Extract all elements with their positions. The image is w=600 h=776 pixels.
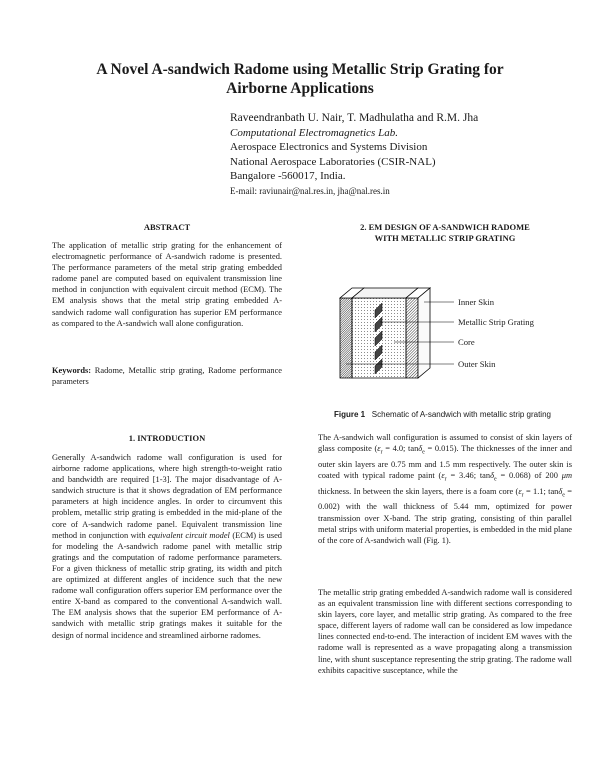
keywords-label: Keywords: <box>52 366 92 375</box>
title-line-1: A Novel A-sandwich Radome using Metallic Strip Grating for <box>96 61 504 78</box>
figure-1-caption-text: Schematic of A-sandwich with metallic strip grating <box>371 410 551 419</box>
section2-heading: 2. EM DESIGN OF A-SANDWICH RADOME WITH METALLIC STRIP GRATING <box>360 222 530 243</box>
intro-paragraph: Generally A-sandwich radome wall configuration is used for airborne radome applications, where high strength-to-weight ratio and bandwidth are required [1-3]. The major disadvantage of A-sandwich structure is that it shows degradation of EM performance parameters at high incidence angles. In order to circumvent this problem, metallic strip grating is embedded in the mid-plane of the core of A-sandwich radome panel. Equivalent transmission line method in conjunction with equivalent circuit model (ECM) is used for modeling the A-sandwich radome panel with metallic strip gratings and the computation of radome performance parameters. For a given thickness of metallic strip grating, its width and pitch are optimized at different angles of incidence such that the new radome wall configuration offers superior EM performance over the entire X-band as compared to the conventional A-sandwich wall. The EM analysis shows that the superior EM performance of A-sandwich with metallic strip gratings makes it suitable for the design of normal incidence and streamlined airborne radomes. <box>52 453 282 640</box>
intro-emphasis: equivalent circuit model <box>148 530 230 540</box>
label-core: Core <box>458 337 475 347</box>
inner-skin-layer <box>406 288 430 378</box>
author-block <box>230 111 478 199</box>
abstract-text: The application of metallic strip grating for the enhancement of electromagnetic performance of A-sandwich radome is presented. The performance parameters of the metal strip grating embedded radome panel are computed based on equivalent transmission line method in conjunction with equivalent circuit method (ECM). The EM analysis shows that the metal strip grating embedded A-sandwich radome wall configuration has superior EM performance as compared to the A-sandwich wall alone configuration. <box>52 241 282 328</box>
keywords <box>52 365 282 387</box>
section2-paragraph-1: The A-sandwich wall configuration is assumed to consist of skin layers of glass composite ($\varepsilon_r = 4.0$; tanδ$_e$ = 0.015). The thicknesses of the inner and outer skin layers are 0.75 mm and 1.5 mm respectively. The outer skin is coated with typical radome paint ($\varepsilon_r = 3.46$; tanδ$_e$ = 0.068) of 200 μm thickness. In between the skin layers, there is a foam core ($\varepsilon_r = 1.1$; tanδ$_e$ = 0.002) with the wall thickness of 5.44 mm, optimized for power transmission over X-band. The strip grating, consisting of thin parallel metal strips with uniform material properties, is embedded in the mid plane of the core of A-sandwich wall (Fig. 1). <box>318 433 572 545</box>
title-line-2: Airborne Applications <box>226 80 374 97</box>
keywords-text: Radome, Metallic strip grating, Radome performance parameters <box>52 366 283 387</box>
author-institute: National Aerospace Laboratories (CSIR-NAL) <box>230 155 436 168</box>
abstract-heading: ABSTRACT <box>143 222 191 232</box>
author-address: Bangalore -560017, India. <box>230 170 346 183</box>
author-email: E-mail: raviunair@nal.res.in, jha@nal.res.in <box>230 185 390 196</box>
intro-heading: 1. INTRODUCTION <box>128 433 206 443</box>
figure-1-caption <box>334 410 574 421</box>
author-names: Raveendranbath U. Nair, T. Madhulatha and R.M. Jha <box>230 112 479 124</box>
label-metallic-strip-grating: Metallic Strip Grating <box>458 317 534 327</box>
paper-title <box>60 60 540 98</box>
label-outer-skin: Outer Skin <box>458 359 496 369</box>
author-division: Aerospace Electronics and Systems Division <box>230 141 428 154</box>
section2-paragraph-2: The metallic strip grating embedded A-sandwich radome wall is considered as an equivalent transmission line with different sections corresponding to skin layers, core layer, and metallic strip grating. As compared to the free space, different layers of radome wall can be considered as low impedance lines connected end-to-end. The interaction of incident EM waves with the radome wall is represented as a wave propagating along a transmission line, with shunt susceptance representing the strip grating. The radome wall exhibits capacitive susceptance, while the <box>318 588 572 675</box>
label-inner-skin: Inner Skin <box>458 297 495 307</box>
figure-1-caption-label: Figure 1 <box>334 410 366 419</box>
author-lab: Computational Electromagnetics Lab. <box>230 126 398 139</box>
figure-1-schematic <box>318 282 580 400</box>
